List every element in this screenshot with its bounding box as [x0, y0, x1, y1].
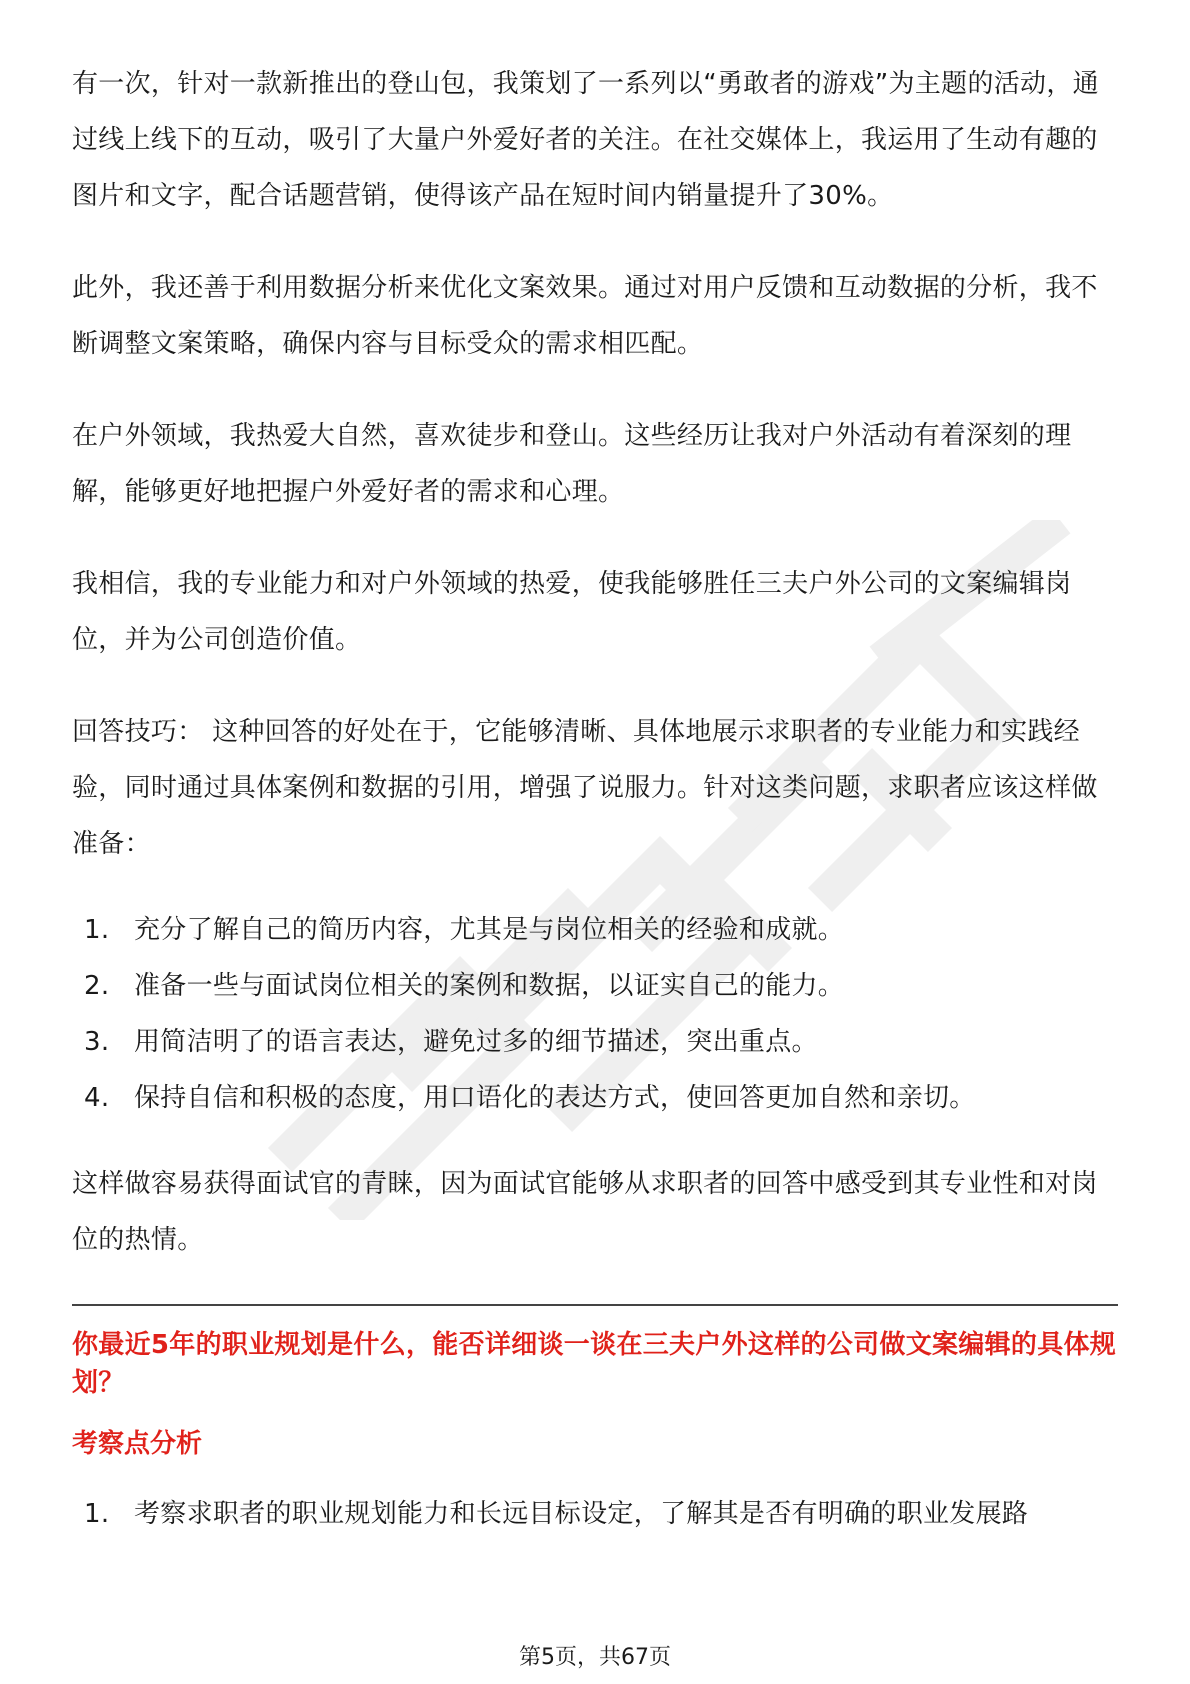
paragraph: 此外，我还善于利用数据分析来优化文案效果。通过对用户反馈和互动数据的分析，我不断调整文案策略，确保内容与目标受众的需求相匹配。 — [72, 273, 1098, 359]
page-footer: 第5页，共67页 — [519, 1645, 671, 1670]
list-item — [72, 958, 1118, 1014]
list-number: 4. — [84, 1083, 110, 1113]
list-number: 1. — [84, 915, 110, 945]
list-text: 保持自信和积极的态度，用口语化的表达方式，使回答更加自然和亲切。 — [134, 1083, 976, 1113]
list-item — [72, 902, 1118, 958]
closing-paragraph: 这样做容易获得面试官的青睐，因为面试官能够从求职者的回答中感受到其专业性和对岗位的热情。 — [72, 1169, 1098, 1255]
paragraph: 在户外领域，我热爱大自然，喜欢徒步和登山。这些经历让我对户外活动有着深刻的理解，能够更好地把握户外爱好者的需求和心理。 — [72, 421, 1072, 507]
list-number: 3. — [84, 1027, 110, 1057]
paragraph: 我相信，我的专业能力和对户外领域的热爱，使我能够胜任三夫户外公司的文案编辑岗位，并为公司创造价值。 — [72, 569, 1072, 655]
document-page — [72, 56, 1118, 1572]
list-number: 1. — [84, 1499, 110, 1529]
list-text: 考察求职者的职业规划能力和长远目标设定，了解其是否有明确的职业发展路 — [134, 1499, 1029, 1529]
list-text: 准备一些与面试岗位相关的案例和数据，以证实自己的能力。 — [134, 971, 845, 1001]
section-divider — [72, 1304, 1118, 1306]
list-text: 用简洁明了的语言表达，避免过多的细节描述，突出重点。 — [134, 1027, 818, 1057]
paragraph: 有一次，针对一款新推出的登山包，我策划了一系列以“勇敢者的游戏”为主题的活动，通过线上线下的互动，吸引了大量户外爱好者的关注。在社交媒体上，我运用了生动有趣的图片和文字，配合话题营销，使得该产品在短时间内销量提升了30%。 — [72, 69, 1099, 211]
list-item — [72, 1070, 1118, 1126]
list-text: 充分了解自己的简历内容，尤其是与岗位相关的经验和成就。 — [134, 915, 845, 945]
list-number: 2. — [84, 971, 110, 1001]
question-heading: 你最近5年的职业规划是什么，能否详细谈一谈在三夫户外这样的公司做文案编辑的具体规划？ — [72, 1330, 1117, 1398]
analysis-list — [72, 1486, 1118, 1542]
answer-tips-paragraph: 回答技巧： 这种回答的好处在于，它能够清晰、具体地展示求职者的专业能力和实践经验，同时通过具体案例和数据的引用，增强了说服力。针对这类问题，求职者应该这样做准备： — [72, 717, 1098, 859]
list-item — [72, 1014, 1118, 1070]
section-title: 考察点分析 — [72, 1429, 203, 1459]
tips-list — [72, 902, 1118, 1126]
list-item — [72, 1486, 1118, 1542]
